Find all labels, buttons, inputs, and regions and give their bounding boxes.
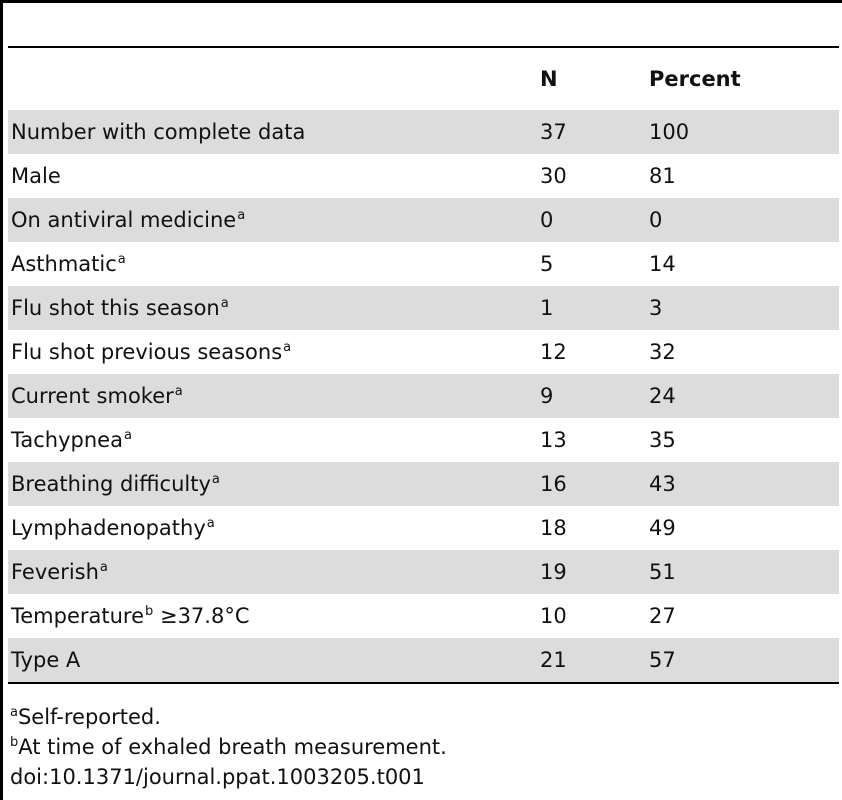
table-row: [8, 550, 839, 594]
table-row: [8, 462, 839, 506]
table-row: [8, 506, 839, 550]
top-border-rule: [0, 0, 842, 3]
footnote-marker: a: [211, 471, 220, 487]
row-label-text: Feverish: [11, 559, 99, 584]
table-row: [8, 154, 839, 198]
table-body: [8, 110, 839, 682]
row-label: [11, 207, 246, 232]
row-n-value: 18: [540, 515, 567, 540]
row-label-text: Flu shot previous seasons: [11, 339, 283, 364]
row-percent-value: 43: [649, 471, 676, 496]
table-bottom-rule: [8, 682, 839, 684]
row-label-suffix: ≥37.8°C: [153, 603, 250, 628]
row-label: [11, 471, 220, 496]
row-label: [11, 295, 229, 320]
row-label: [11, 383, 183, 408]
footnote-text: doi:10.1371/journal.ppat.1003205.t001: [10, 765, 425, 789]
table-row: [8, 198, 839, 242]
footnote-mark: b: [10, 735, 19, 750]
row-percent-value: 32: [649, 339, 676, 364]
row-n-value: 21: [540, 647, 567, 672]
left-border-rule: [0, 0, 3, 800]
footnote-line: [10, 732, 447, 762]
row-label: [11, 647, 81, 672]
row-percent-value: 100: [649, 119, 690, 144]
row-percent-value: 24: [649, 383, 676, 408]
row-label-text: Lymphadenopathy: [11, 515, 206, 540]
row-n-value: 5: [540, 251, 554, 276]
row-label-text: Male: [11, 163, 61, 188]
row-label: [11, 559, 108, 584]
footnote-marker: a: [123, 427, 132, 443]
row-n-value: 37: [540, 119, 567, 144]
footnote-marker: a: [117, 251, 126, 267]
row-n-value: 13: [540, 427, 567, 452]
row-percent-value: 81: [649, 163, 676, 188]
footnote-text: Self-reported.: [17, 705, 161, 729]
row-label-text: Asthmatic: [11, 251, 117, 276]
footnote-marker: a: [99, 559, 108, 575]
row-n-value: 16: [540, 471, 567, 496]
row-label-text: Current smoker: [11, 383, 174, 408]
footnote-text: At time of exhaled breath measurement.: [18, 735, 447, 759]
row-label: [11, 339, 292, 364]
table-row: [8, 418, 839, 462]
row-label-text: Number with complete data: [11, 119, 306, 144]
table-footnotes: [10, 702, 447, 792]
row-n-value: 30: [540, 163, 567, 188]
row-n-value: 10: [540, 603, 567, 628]
row-label: [11, 515, 215, 540]
row-n-value: 12: [540, 339, 567, 364]
table-row: [8, 330, 839, 374]
footnote-marker: a: [283, 339, 292, 355]
row-label: [11, 163, 61, 188]
row-n-value: 0: [540, 207, 554, 232]
table-row: [8, 110, 839, 154]
row-label: [11, 603, 250, 628]
footnote-marker: b: [145, 603, 154, 619]
footnote-marker: a: [174, 383, 183, 399]
row-label-text: Flu shot this season: [11, 295, 220, 320]
row-percent-value: 57: [649, 647, 676, 672]
footnote-marker: a: [237, 207, 246, 223]
row-label: [11, 251, 126, 276]
table-row: [8, 638, 839, 682]
header-n: N: [540, 66, 558, 91]
row-label: [11, 119, 306, 144]
row-percent-value: 49: [649, 515, 676, 540]
row-label-text: Temperature: [11, 603, 145, 628]
row-n-value: 1: [540, 295, 554, 320]
data-table: [8, 46, 839, 684]
table-header-row: [8, 48, 839, 110]
row-percent-value: 35: [649, 427, 676, 452]
footnote-mark: a: [10, 705, 18, 720]
footnote-marker: a: [206, 515, 215, 531]
table-row: [8, 374, 839, 418]
table-row: [8, 594, 839, 638]
row-percent-value: 3: [649, 295, 663, 320]
table-row: [8, 286, 839, 330]
row-label-text: Type A: [11, 647, 81, 672]
row-percent-value: 14: [649, 251, 676, 276]
row-label-text: Breathing difficulty: [11, 471, 211, 496]
footnote-line: [10, 762, 447, 792]
table-row: [8, 242, 839, 286]
row-percent-value: 27: [649, 603, 676, 628]
row-label-text: On antiviral medicine: [11, 207, 237, 232]
row-label-text: Tachypnea: [11, 427, 123, 452]
footnote-line: [10, 702, 447, 732]
row-percent-value: 0: [649, 207, 663, 232]
row-percent-value: 51: [649, 559, 676, 584]
row-n-value: 9: [540, 383, 554, 408]
header-percent: Percent: [649, 66, 741, 91]
footnote-marker: a: [220, 295, 229, 311]
row-label: [11, 427, 132, 452]
row-n-value: 19: [540, 559, 567, 584]
